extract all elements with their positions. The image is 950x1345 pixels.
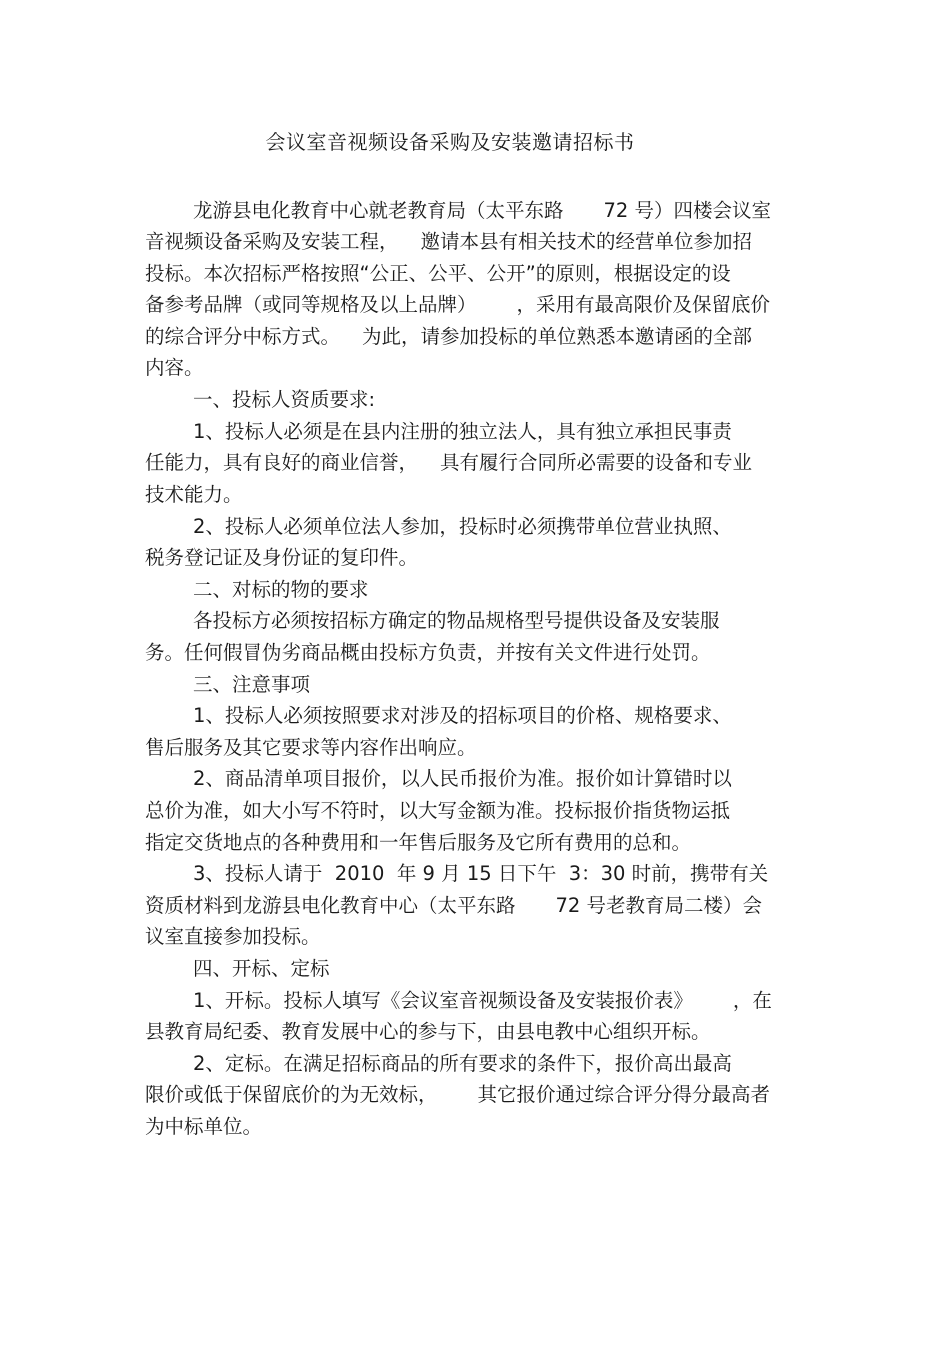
section-4-item-1-line-2: 县教育局纪委、教育发展中心的参与下，由县电教中心组织开标。 bbox=[145, 1020, 711, 1043]
section-4-item-2-line-2 bbox=[145, 1080, 770, 1110]
section-3-heading: 三、注意事项 bbox=[193, 673, 311, 696]
section-4-heading: 四、开标、定标 bbox=[193, 957, 330, 980]
section-4-item-2-line-2b: 其它报价通过综合评分得分最高者 bbox=[477, 1083, 771, 1106]
section-2-heading: 二、对标的物的要求 bbox=[193, 578, 369, 601]
section-2-para-line-2: 务。任何假冒伪劣商品概由投标方负责，并按有关文件进行处罚。 bbox=[145, 641, 711, 664]
section-4-item-2-line-3: 为中标单位。 bbox=[145, 1115, 263, 1138]
section-1-item-2-line-2: 税务登记证及身份证的复印件。 bbox=[145, 546, 419, 569]
intro-line-5b: 为此，请参加投标的单位熟悉本邀请函的全部 bbox=[362, 325, 753, 348]
section-1-item-2-line-1: 2、投标人必须单位法人参加，投标时必须携带单位营业执照、 bbox=[193, 515, 732, 538]
section-1-item-1-line-1: 1、投标人必须是在县内注册的独立法人，具有独立承担民事责 bbox=[193, 420, 732, 443]
section-1-item-1-line-3: 技术能力。 bbox=[145, 483, 243, 506]
section-4-item-2-line-1: 2、定标。在满足招标商品的所有要求的条件下，报价高出最高 bbox=[193, 1052, 732, 1075]
intro-line-4a: 备参考品牌（或同等规格及以上品牌） bbox=[145, 293, 477, 316]
section-2-para-line-1: 各投标方必须按招标方确定的物品规格型号提供设备及安装服 bbox=[193, 609, 720, 632]
intro-line-4 bbox=[145, 290, 770, 320]
section-1-heading: 一、投标人资质要求: bbox=[193, 388, 376, 411]
section-3-item-3-line-3: 议室直接参加投标。 bbox=[145, 925, 321, 948]
intro-line-2 bbox=[145, 227, 752, 257]
section-4-item-1-line-1a: 1、开标。投标人填写《会议室音视频设备及安装报价表》 bbox=[193, 989, 693, 1012]
intro-line-4b: ，采用有最高限价及保留底价 bbox=[516, 293, 771, 316]
section-3-item-2-line-3: 指定交货地点的各种费用和一年售后服务及它所有费用的总和。 bbox=[145, 831, 692, 854]
intro-line-5a: 的综合评分中标方式。 bbox=[145, 325, 341, 348]
section-4-item-2-line-2a: 限价或低于保留底价的为无效标， bbox=[145, 1083, 438, 1106]
intro-line-6: 内容。 bbox=[145, 356, 204, 379]
intro-line-1a: 龙游县电化教育中心就老教育局（太平东路 bbox=[193, 199, 564, 222]
section-1-item-1-line-2 bbox=[145, 448, 752, 478]
intro-line-2a: 音视频设备采购及安装工程， bbox=[145, 230, 399, 253]
intro-line-1 bbox=[193, 196, 771, 226]
intro-line-2b: 邀请本县有相关技术的经营单位参加招 bbox=[420, 230, 753, 253]
section-3-item-1-line-2: 售后服务及其它要求等内容作出响应。 bbox=[145, 736, 477, 759]
section-3-item-3-line-2a: 资质材料到龙游县电化教育中心（太平东路 bbox=[145, 894, 516, 917]
intro-line-5 bbox=[145, 322, 752, 352]
intro-line-1b: 72 号）四楼会议室 bbox=[603, 199, 772, 222]
section-3-item-3-line-2b: 72 号老教育局二楼）会 bbox=[555, 894, 763, 917]
section-1-item-1-line-2b: 具有履行合同所必需要的设备和专业 bbox=[440, 451, 753, 474]
section-3-item-3-line-2 bbox=[145, 891, 762, 921]
intro-line-3: 投标。本次招标严格按照“公正、公平、公开”的原则，根据设定的设 bbox=[145, 262, 731, 285]
section-3-item-3-line-1: 3、投标人请于 2010 年 9 月 15 日下午 3：30 时前，携带有关 bbox=[193, 862, 769, 885]
section-3-item-2-line-1: 2、商品清单项目报价，以人民币报价为准。报价如计算错时以 bbox=[193, 767, 732, 790]
section-4-item-1-line-1 bbox=[193, 986, 772, 1016]
section-3-item-1-line-1: 1、投标人必须按照要求对涉及的招标项目的价格、规格要求、 bbox=[193, 704, 732, 727]
document-title: 会议室音视频设备采购及安装邀请招标书 bbox=[265, 130, 635, 154]
section-3-item-2-line-2: 总价为准，如大小写不符时，以大写金额为准。投标报价指货物运抵 bbox=[145, 799, 731, 822]
section-1-item-1-line-2a: 任能力，具有良好的商业信誉， bbox=[145, 451, 419, 474]
section-4-item-1-line-1b: ，在 bbox=[732, 989, 772, 1012]
